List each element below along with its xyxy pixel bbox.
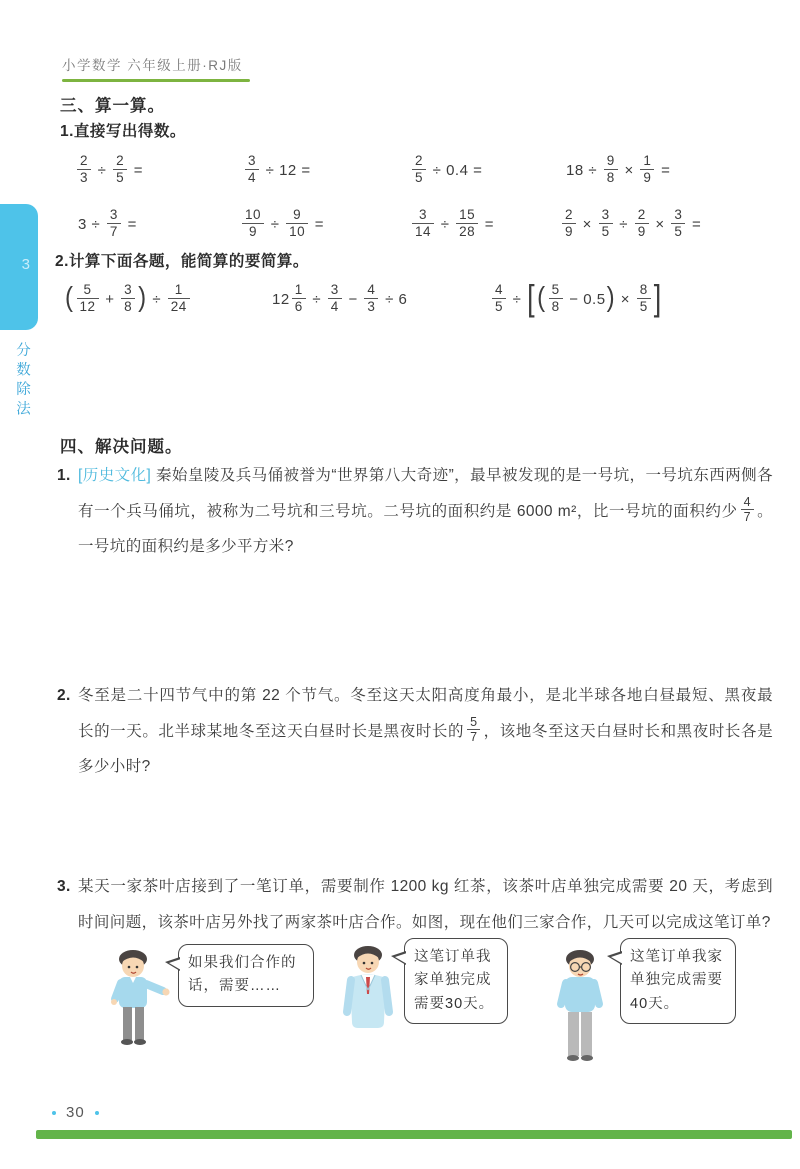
speech-bubble-1 [178,944,314,1007]
quick-calc-r1c2: $\frac{3}{4}$ ÷ 12 = [243,146,311,196]
problem-number: 2. [57,687,71,704]
book-header: 小学数学 六年级上册·RJ版 [62,58,243,73]
problem-number: 1. [57,467,71,484]
word-problem-3 [57,869,773,940]
person-pointing-illustration [100,946,172,1050]
unit-number: 3 [21,256,30,273]
simplify-expr-1: ( $\frac{5}{12}$ + $\frac{3}{8}$ ) ÷ $\frac{1}{24}$ [64,272,192,328]
word-problem-2 [57,678,773,785]
problem-text: 冬至是二十四节气中的第 22 个节气。冬至这天太阳高度角最小，是北半球各地白昼最短、黑夜最长的一天。北半球某地冬至这天白昼时长是黑夜时长的 $\frac{5}{7}$ ，该地冬至这天白昼时长和黑夜时长各是多少小时? [78,687,773,776]
speech-text: 如果我们合作的话，需要…… [188,955,297,995]
page-dot-left [52,1111,56,1115]
page-dot-right [95,1111,99,1115]
speech-bubble-2 [404,938,508,1024]
problem-text: 某天一家茶叶店接到了一笔订单，需要制作 1200 kg 红茶，该茶叶店单独完成需要 20 天，考虑到时间问题，该茶叶店另外找了两家茶叶店合作。如图，现在他们三家合作，几天可以完成这笔订单? [78,878,773,931]
speech-text: 这笔订单我家单独完成需要30天。 [414,949,495,1012]
page-number-value: 30 [66,1104,85,1121]
unit-title-vertical: 分数除法 [14,342,30,420]
word-problem-1 [57,458,773,565]
q1-instruction: 1.直接写出得数。 [60,123,186,140]
quick-calc-r1c4: 18 ÷ $\frac{9}{8}$ × $\frac{1}{9}$ = [566,153,671,185]
quick-calc-r1c1: $\frac{2}{3}$ ÷ $\frac{2}{5}$ = [75,146,143,196]
speech-text: 这笔订单我家单独完成需要40天。 [630,949,723,1012]
footer-green-bar [36,1130,792,1139]
quick-calc-r2c1: 3 ÷ $\frac{3}{7}$ = [78,207,137,239]
quick-calc-r2c4: $\frac{2}{9}$ × $\frac{3}{5}$ ÷ $\frac{2}{9}$ × $\frac{3}{5}$ = [560,200,701,250]
simplify-expr-2: 12 $\frac{1}{6}$ ÷ $\frac{3}{4}$ − $\frac{4}{3}$ ÷ 6 [272,282,408,314]
section-3-title: 三、算一算。 [60,97,165,115]
quick-calc-r2c2: $\frac{10}{9}$ ÷ $\frac{9}{10}$ = [240,200,324,250]
person-glasses-illustration [548,946,612,1070]
header-underline [62,79,250,82]
quick-calc-r2c3: $\frac{3}{14}$ ÷ $\frac{15}{28}$ = [410,200,494,250]
quick-calc-r1c3: $\frac{2}{5}$ ÷ 0.4 = [410,146,482,196]
problem-number: 3. [57,878,71,895]
simplify-expr-3: $\frac{4}{5}$ ÷ [( $\frac{5}{8}$ − 0.5) × $\frac{8}{5}$ ] [490,272,663,328]
q2-instruction: 2.计算下面各题，能简算的要简算。 [55,253,309,270]
unit-tab [0,204,38,330]
speech-bubble-3 [620,938,736,1024]
section-4-title: 四、解决问题。 [60,438,183,456]
page-number [52,1104,99,1121]
problem-text: [历史文化] 秦始皇陵及兵马俑被誉为“世界第八大奇迹”，最早被发现的是一号坑，一号坑东西两侧各有一个兵马俑坑，被称为二号坑和三号坑。二号坑的面积约是 6000 m²，比一号坑的面积约少 $\frac{4}{7}$ 。一号坑的面积约是多少平方米? [78,467,773,556]
